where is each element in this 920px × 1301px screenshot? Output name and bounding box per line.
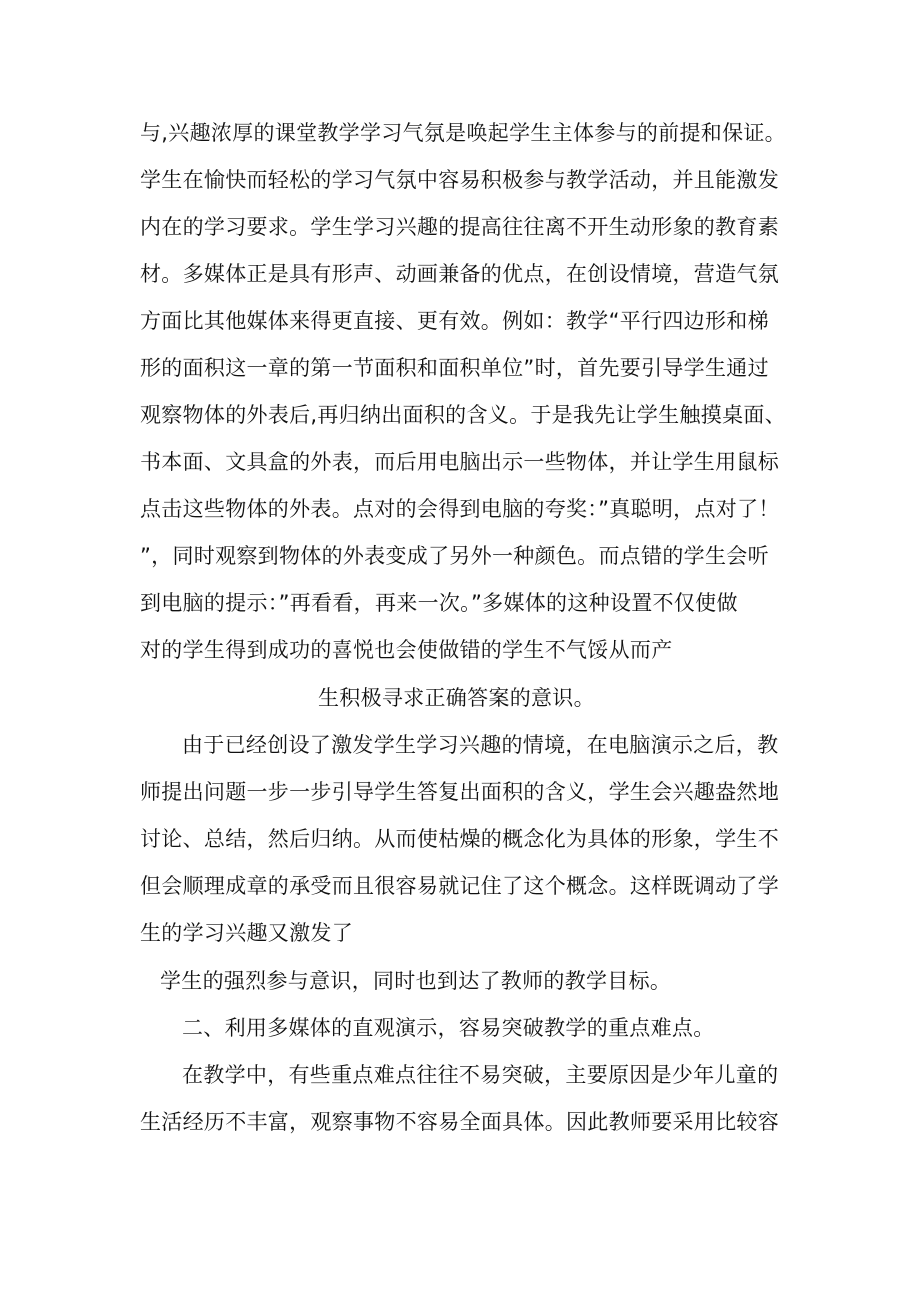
text-line: 学生的强烈参与意识，同时也到达了教师的教学目标。	[160, 969, 672, 993]
text-line: 对的学生得到成功的喜悦也会使做错的学生不气馁从而产	[140, 638, 673, 662]
text-line: 方面比其他媒体来得更直接、更有效。例如：教学“平行四边形和梯	[140, 309, 769, 333]
text-line: 生的学习兴趣又激发了	[140, 921, 353, 945]
text-line: 学生在愉快而轻松的学习气氛中容易积极参与教学活动，并且能激发	[140, 168, 779, 192]
text-line: 到电脑的提示：”再看看，再来一次。”多媒体的这种设置不仅使做	[140, 591, 738, 615]
section-heading: 二、利用多媒体的直观演示，容易突破教学的重点难点。	[182, 1016, 715, 1040]
text-line: 书本面、文具盒的外表，而后用电脑出示一些物体，并让学生用鼠标	[140, 450, 779, 474]
text-line: 点击这些物体的外表。点对的会得到电脑的夸奖：”真聪明，点对了！	[140, 497, 780, 521]
text-line: 材。多媒体正是具有形声、动画兼备的优点，在创设情境，营造气氛	[140, 262, 779, 286]
text-line: 内在的学习要求。学生学习兴趣的提高往往离不开生动形象的教育素	[140, 215, 779, 239]
paragraph-first-line: 在教学中，有些重点难点往往不易突破，主要原因是少年儿童的	[182, 1063, 779, 1087]
text-line: 与,兴趣浓厚的课堂教学学习气氛是唤起学生主体参与的前提和保证。	[140, 121, 786, 145]
centered-text-line: 生积极寻求正确答案的意识。	[318, 686, 595, 710]
text-line: 但会顺理成章的承受而且很容易就记住了这个概念。这样既调动了学	[140, 874, 779, 898]
paragraph-first-line: 由于已经创设了激发学生学习兴趣的情境，在电脑演示之后，教	[182, 733, 779, 757]
text-line: 观察物体的外表后,再归纳出面积的含义。于是我先让学生触摸桌面、	[140, 403, 786, 427]
text-line: 生活经历不丰富，观察事物不容易全面具体。因此教师要采用比较容	[140, 1110, 779, 1134]
text-line: 讨论、总结，然后归纳。从而使枯燥的概念化为具体的形象，学生不	[140, 827, 779, 851]
text-line: 师提出问题一步一步引导学生答复出面积的含义，学生会兴趣盎然地	[140, 780, 779, 804]
text-line: 形的面积这一章的第一节面积和面积单位”时，首先要引导学生通过	[140, 356, 769, 380]
text-line: ”，同时观察到物体的外表变成了另外一种颜色。而点错的学生会听	[140, 544, 769, 568]
